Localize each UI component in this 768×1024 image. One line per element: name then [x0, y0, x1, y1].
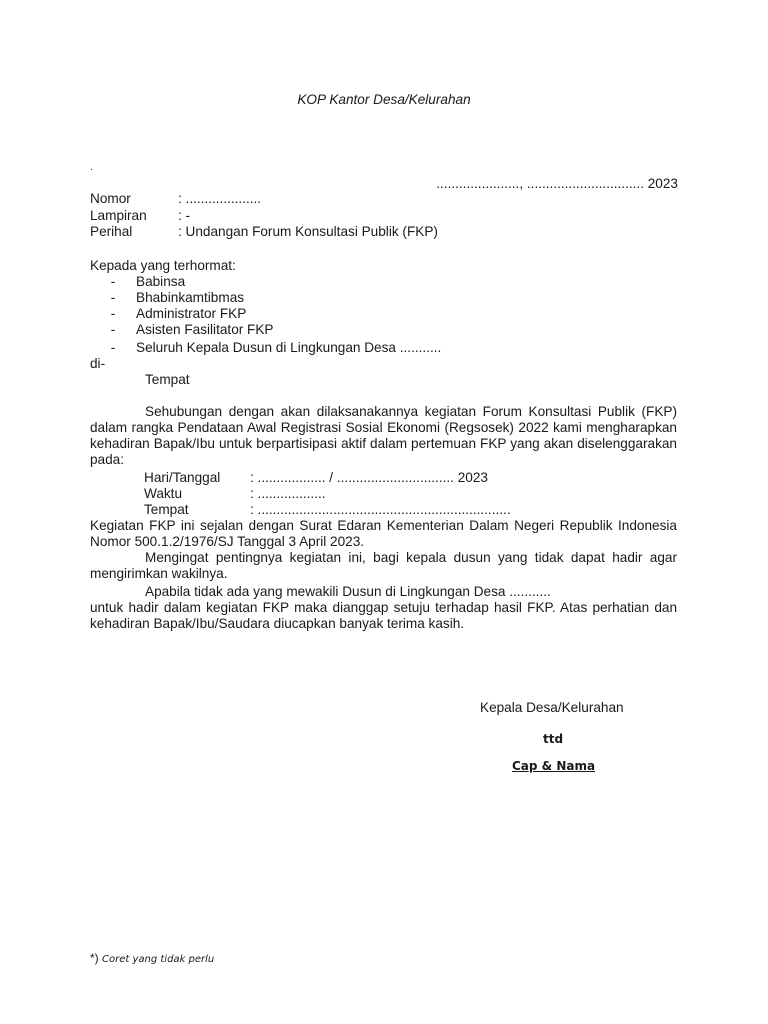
letterhead-title: KOP Kantor Desa/Kelurahan: [297, 92, 471, 107]
hari-tanggal-label: Hari/Tanggal: [144, 470, 221, 485]
dash-marker: -: [110, 322, 116, 337]
recipient-item: [90, 274, 185, 290]
recipient-label: Seluruh Kepala Dusun di Lingkungan Desa ...........: [136, 340, 442, 355]
di-label: di-: [90, 356, 106, 371]
dash-marker: -: [110, 290, 116, 305]
nomor-label: Nomor: [90, 191, 131, 206]
hari-tanggal-value: : .................. / ............................... 2023: [250, 470, 488, 485]
tempat-label: Tempat: [145, 372, 190, 387]
footnote-marker: *): [90, 951, 99, 965]
recipient-item: [90, 306, 246, 322]
signature-ttd: ttd: [543, 732, 564, 746]
stray-mark: .: [90, 162, 93, 173]
perihal-label: Perihal: [90, 224, 133, 239]
signature-title: Kepala Desa/Kelurahan: [480, 700, 624, 715]
recipient-item: [90, 340, 441, 356]
body-paragraph-2: Kegiatan FKP ini sejalan dengan Surat Edaran Kementerian Dalam Negeri Republik Indonesia Nomor 500.1.2/1976/SJ Tanggal 3 April 2023.: [90, 518, 677, 549]
lampiran-label: Lampiran: [90, 208, 147, 223]
recipient-label: Babinsa: [136, 274, 186, 289]
tempat-detail-label: Tempat: [144, 502, 189, 517]
footnote: [90, 950, 214, 968]
footnote-text: Coret yang tidak perlu: [102, 954, 215, 965]
dash-marker: -: [110, 306, 116, 321]
date-line: ......................, ............................... 2023: [436, 176, 678, 191]
recipient-item: [90, 290, 244, 306]
waktu-value: : ..................: [250, 486, 326, 501]
signature-cap-name: Cap & Nama: [512, 759, 596, 773]
body-paragraph-3: Mengingat pentingnya kegiatan ini, bagi kepala dusun yang tidak dapat hadir agar mengirimkan wakilnya.: [90, 550, 677, 581]
nomor-value: : ....................: [178, 191, 262, 206]
lampiran-value: : -: [178, 208, 191, 223]
tempat-detail-value: : ...................................................................: [250, 502, 511, 517]
dash-marker: -: [110, 340, 116, 355]
recipient-item: [90, 322, 274, 338]
body-paragraph-4: untuk hadir dalam kegiatan FKP maka dianggap setuju terhadap hasil FKP. Atas perhatian dan kehadiran Bapak/Ibu/Saudara diucapkan banyak terima kasih.: [90, 600, 677, 631]
perihal-value: : Undangan Forum Konsultasi Publik (FKP): [178, 224, 438, 239]
body-paragraph-1: Sehubungan dengan akan dilaksanakannya kegiatan Forum Konsultasi Publik (FKP) dalam rangka Pendataan Awal Registrasi Sosial Ekonomi (Regsosek) 2022 kami mengharapkan kehadiran Bapak/Ibu untuk berpartisipasi aktif dalam pertemuan FKP yang akan diselenggarakan pada:: [90, 404, 677, 467]
waktu-label: Waktu: [144, 486, 183, 501]
dash-marker: -: [110, 274, 116, 289]
recipient-label: Bhabinkamtibmas: [136, 290, 245, 305]
recipients-intro: Kepada yang terhormat:: [90, 258, 236, 273]
recipient-label: Administrator FKP: [136, 306, 247, 321]
body-paragraph-4-first-line: Apabila tidak ada yang mewakili Dusun di Lingkungan Desa ...........: [145, 584, 551, 599]
recipient-label: Asisten Fasilitator FKP: [136, 322, 274, 337]
